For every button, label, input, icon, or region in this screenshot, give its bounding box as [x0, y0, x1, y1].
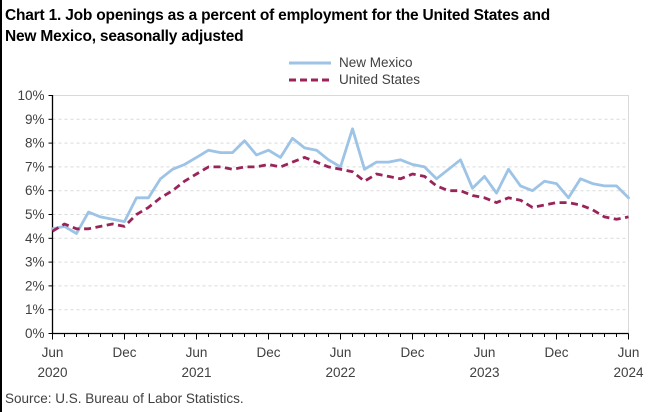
new-mexico-series-line [53, 129, 629, 234]
x-tick-label-month: Jun [473, 345, 496, 360]
x-tick-label-year: 2022 [325, 365, 356, 380]
chart-canvas [2, 0, 663, 412]
chart-title-line2: New Mexico, seasonally adjusted [5, 28, 244, 45]
y-tick-label: 4% [24, 230, 45, 246]
x-tick-label-month: Dec [544, 345, 569, 360]
x-tick-label-year: 2021 [181, 365, 212, 380]
y-tick-label: 3% [24, 254, 45, 270]
x-tick-label-month: Jun [329, 345, 352, 360]
x-tick-label-year: 2024 [613, 365, 644, 380]
y-tick-label: 0% [24, 326, 45, 341]
x-tick-label-month: Dec [256, 345, 281, 360]
y-tick-label: 2% [24, 278, 45, 294]
x-tick-label-month: Dec [400, 345, 425, 360]
chart-title-line1: Chart 1. Job openings as a percent of employment for the United States and [5, 7, 551, 24]
y-tick-label: 1% [24, 302, 45, 318]
y-tick-label: 7% [24, 159, 45, 175]
x-tick-label-month: Jun [185, 345, 208, 360]
legend-label-new-mexico: New Mexico [339, 55, 413, 70]
united-states-series-line [53, 157, 629, 231]
y-tick-label: 10% [17, 88, 45, 103]
x-tick-label-month: Jun [617, 345, 640, 360]
y-tick-label: 5% [24, 207, 45, 222]
y-tick-label: 9% [24, 111, 45, 127]
x-tick-label-year: 2023 [469, 365, 500, 380]
x-tick-label-month: Jun [41, 345, 64, 360]
y-tick-label: 6% [24, 183, 45, 199]
x-tick-label-year: 2020 [37, 365, 68, 380]
y-tick-label: 8% [24, 135, 45, 151]
legend-label-united-states: United States [339, 72, 421, 87]
x-tick-label-month: Dec [112, 345, 137, 360]
source-note: Source: U.S. Bureau of Labor Statistics. [5, 391, 244, 406]
